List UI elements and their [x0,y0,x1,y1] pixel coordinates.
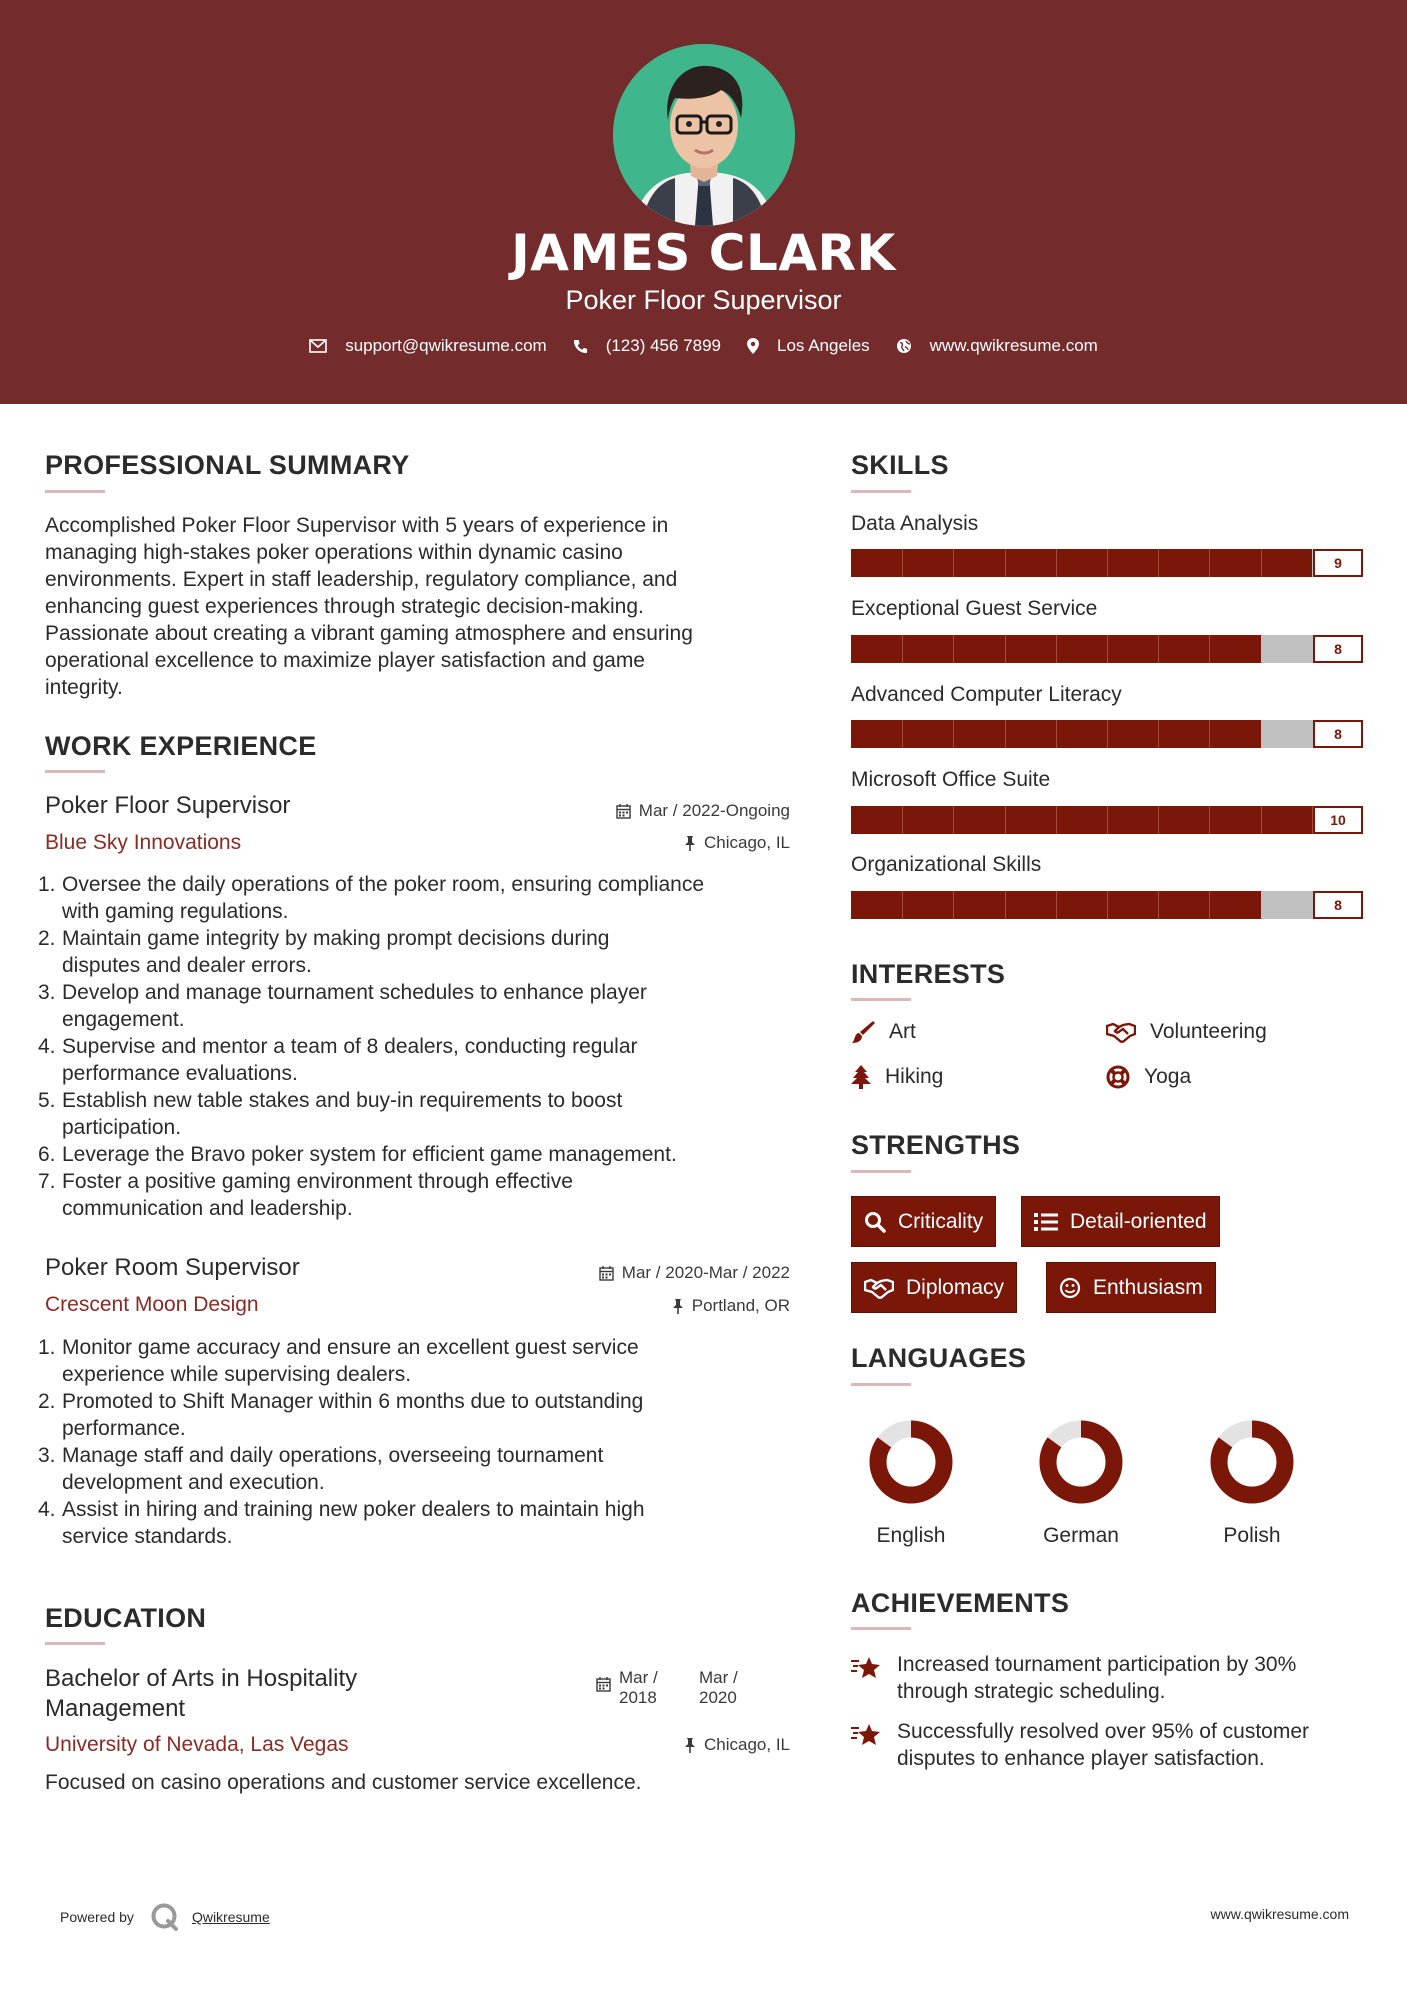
summary-underline [45,490,105,493]
strength-chip [851,1262,1017,1313]
lifering-icon [1106,1065,1130,1089]
achievement-line: disputes to enhance player satisfaction. [897,1747,1265,1770]
achievement-item [851,1651,1296,1705]
duty-line: experience while supervising dealers. [62,1363,412,1386]
job-location-text: Portland, OR [691,1296,790,1315]
list-icon [1034,1212,1058,1232]
education-underline [45,1642,105,1645]
duty-line: Leverage the Bravo poker system for efficient game management. [62,1143,677,1166]
duty-line: performance evaluations. [62,1062,298,1085]
list-item [38,979,808,1033]
skill-bar-segment [1158,720,1159,748]
skill-bar-segment [1056,549,1057,577]
list-item [38,1033,808,1087]
skill-bar-segment [953,806,954,834]
duty-line: Manage staff and daily operations, overseeing tournament [62,1444,604,1467]
avatar-photo [613,44,795,226]
phone-icon [573,339,588,354]
skill-bar-segment [902,891,903,919]
skill-level-box: 10 [1313,806,1363,834]
summary-line: environments. Expert in staff leadership, regulatory compliance, and [45,568,678,591]
strength-label: Criticality [898,1209,984,1233]
language-label: English [876,1524,946,1547]
tree-icon [851,1065,871,1089]
education-end-year: 2020 [699,1688,737,1707]
achievements-underline [851,1627,911,1630]
list-number: 7. [38,1170,56,1193]
skill-bar-segment [1107,635,1108,663]
strength-chip [1046,1262,1216,1313]
calendar-icon [596,1677,611,1692]
degree-line: Management [45,1695,186,1722]
interest-item [851,1020,916,1044]
header [0,0,1407,404]
skill-bar-fill [851,549,1312,577]
skill-bar-segment [1056,720,1057,748]
map-pin-icon [747,338,759,354]
interest-label: Art [889,1020,916,1043]
list-number: 1. [38,1336,56,1359]
list-number: 2. [38,1390,56,1413]
skill-level-box: 8 [1313,635,1363,663]
school-name: University of Nevada, Las Vegas [45,1733,349,1756]
duty-line: Oversee the daily operations of the poker room, ensuring compliance [62,873,705,896]
interest-item [1106,1020,1267,1044]
duty-line: engagement. [62,1008,185,1031]
education-start-year: 2018 [619,1688,657,1707]
achievement-text [897,1651,1296,1705]
language-donut [1208,1418,1296,1506]
duty-line: disputes and dealer errors. [62,954,312,977]
strength-label: Detail-oriented [1070,1209,1207,1233]
footer-website[interactable]: www.qwikresume.com [1210,1906,1349,1922]
skill-bar [851,635,1363,663]
duty-line: Maintain game integrity by making prompt decisions during [62,927,610,950]
language-label: Polish [1223,1524,1281,1547]
list-item [38,1168,808,1222]
calendar-icon [599,1266,614,1281]
education-end [699,1668,738,1708]
list-item [38,1496,808,1550]
job-dates-text: Mar / 2022-Ongoing [638,801,790,820]
company-name: Crescent Moon Design [45,1293,259,1316]
list-number: 1. [38,873,56,896]
candidate-role: Poker Floor Supervisor [565,285,842,315]
skill-bar-segment [1209,806,1210,834]
star-award-icon [851,1722,883,1746]
skill-bar-segment [1005,806,1006,834]
skill-bar [851,549,1363,577]
list-number: 6. [38,1143,56,1166]
summary-line: Accomplished Poker Floor Supervisor with 5 years of experience in [45,514,669,537]
duty-line: Develop and manage tournament schedules to enhance player [62,981,647,1004]
summary-line: Passionate about creating a vibrant gaming atmosphere and ensuring [45,622,693,645]
job-title: Poker Room Supervisor [45,1254,300,1281]
skill-name: Microsoft Office Suite [851,768,1051,791]
skills-underline [851,490,911,493]
skill-bar-segment [902,806,903,834]
skill-bar-segment [1056,891,1057,919]
summary-line: integrity. [45,676,123,699]
duty-line: Foster a positive gaming environment through effective [62,1170,573,1193]
list-number: 3. [38,1444,56,1467]
skill-bar-segment [1107,806,1108,834]
job-dates [616,801,790,821]
skill-bar-segment [902,549,903,577]
duty-line: communication and leadership. [62,1197,353,1220]
degree-title [45,1664,357,1724]
interest-item [1106,1065,1191,1089]
duty-line: development and execution. [62,1471,325,1494]
interest-label: Hiking [885,1065,944,1088]
skill-bar-segment [1107,720,1108,748]
education-start-month: Mar / [619,1668,658,1687]
contact-website[interactable] [896,336,1098,356]
education-location [684,1735,790,1755]
skill-bar-segment [902,720,903,748]
summary-title: PROFESSIONAL SUMMARY [45,450,410,480]
duty-line: participation. [62,1116,182,1139]
achievement-line: Increased tournament participation by 30% [897,1653,1297,1676]
interest-label: Volunteering [1150,1020,1267,1043]
list-item [38,1334,808,1388]
pin-icon [672,1299,684,1314]
skill-bar-segment [1209,549,1210,577]
contact-phone[interactable] [573,336,721,356]
contact-phone-text: (123) 456 7899 [605,336,722,355]
skill-bar-segment [1209,891,1210,919]
skills-title: SKILLS [851,450,949,480]
duty-line: Supervise and mentor a team of 8 dealers, conducting regular [62,1035,638,1058]
summary-line: enhancing guest experiences through strategic decision-making. [45,595,644,618]
skill-level-box: 8 [1313,720,1363,748]
skill-bar [851,720,1363,748]
skill-bar-segment [1005,891,1006,919]
skill-bar [851,891,1363,919]
list-number: 4. [38,1035,56,1058]
list-number: 2. [38,927,56,950]
star-award-icon [851,1655,883,1679]
interests-underline [851,998,911,1001]
skill-bar [851,806,1363,834]
list-number: 4. [38,1498,56,1521]
contact-location-text: Los Angeles [777,336,870,355]
languages-underline [851,1383,911,1386]
skill-level-box: 9 [1313,549,1363,577]
degree-line: Bachelor of Arts in Hospitality [45,1665,358,1692]
skill-bar-segment [953,635,954,663]
list-item [38,1388,808,1442]
interests-title: INTERESTS [851,959,1006,989]
strength-label: Diplomacy [906,1275,1005,1299]
language-donut [1037,1418,1125,1506]
avatar [613,44,795,226]
skill-bar-segment [902,635,903,663]
skill-bar-segment [1005,549,1006,577]
list-item [38,1442,808,1496]
languages-title: LANGUAGES [851,1343,1027,1373]
skill-bar-segment [1056,635,1057,663]
contact-bar [0,336,1407,356]
duty-line: Monitor game accuracy and ensure an excellent guest service [62,1336,639,1359]
skill-bar-segment [1107,549,1108,577]
strengths-underline [851,1170,911,1173]
skill-level-box: 8 [1313,891,1363,919]
job-dates-text: Mar / 2020-Mar / 2022 [621,1263,790,1282]
calendar-icon [616,804,631,819]
duty-line: Promoted to Shift Manager within 6 months due to outstanding [62,1390,644,1413]
duty-line: performance. [62,1417,186,1440]
skill-name: Exceptional Guest Service [851,597,1098,620]
duty-line: with gaming regulations. [62,900,289,923]
achievement-text [897,1718,1309,1772]
skill-bar-segment [953,720,954,748]
skill-bar-segment [1261,806,1262,834]
education-description: Focused on casino operations and customer service excellence. [45,1771,642,1794]
summary-line: managing high-stakes poker operations within dynamic casino [45,541,623,564]
pin-icon [684,1738,696,1753]
job-title: Poker Floor Supervisor [45,792,291,819]
handshake-icon [1106,1021,1136,1043]
achievement-line: through strategic scheduling. [897,1680,1166,1703]
education-start [619,1668,699,1708]
interest-label: Yoga [1144,1065,1192,1088]
candidate-name: JAMES CLARK [511,224,896,282]
job-location [684,833,790,853]
language-label: German [1043,1524,1119,1547]
language-donut [867,1418,955,1506]
achievements-title: ACHIEVEMENTS [851,1588,1070,1618]
contact-email[interactable] [309,336,547,356]
job-duties [38,1334,808,1550]
skill-bar-segment [1209,635,1210,663]
education-title: EDUCATION [45,1603,207,1633]
list-item [38,1141,808,1168]
skill-name: Data Analysis [851,512,979,535]
search-icon [864,1211,886,1233]
footer-powered [60,1902,270,1932]
list-item [38,871,808,925]
skill-bar-segment [1005,720,1006,748]
list-number: 3. [38,981,56,1004]
job-dates [599,1263,790,1283]
qwikresume-link[interactable]: Qwikresume [191,1909,270,1925]
skill-name: Advanced Computer Literacy [851,683,1122,706]
list-item [38,925,808,979]
powered-by-text: Powered by [60,1909,134,1925]
skill-name: Organizational Skills [851,853,1042,876]
company-name: Blue Sky Innovations [45,831,242,854]
skill-bar-segment [953,891,954,919]
skill-bar-segment [1056,806,1057,834]
strength-chip [1021,1196,1220,1247]
pin-icon [684,836,696,851]
experience-underline [45,770,105,773]
skill-bar-segment [1209,720,1210,748]
interest-item [851,1065,943,1089]
skill-bar-segment [1005,635,1006,663]
skill-bar-segment [1158,891,1159,919]
qwikresume-logo-icon [150,1902,180,1932]
smile-icon [1059,1277,1081,1299]
summary-text [45,512,805,701]
skill-bar-segment [953,549,954,577]
education-end-month: Mar / [699,1668,738,1687]
list-number: 5. [38,1089,56,1112]
skill-bar-segment [1158,635,1159,663]
job-location-text: Chicago, IL [704,833,790,852]
handshake-icon [864,1277,894,1299]
contact-website-text: www.qwikresume.com [929,336,1098,355]
duty-line: service standards. [62,1525,233,1548]
achievement-line: Successfully resolved over 95% of customer [897,1720,1310,1743]
contact-location [747,336,870,356]
strength-chip [851,1196,996,1247]
strength-label: Enthusiasm [1093,1275,1203,1299]
brush-icon [851,1020,875,1044]
achievement-item [851,1718,1309,1772]
globe-icon [896,338,912,354]
strengths-title: STRENGTHS [851,1130,1021,1160]
skill-bar-segment [1158,806,1159,834]
job-duties [38,871,808,1222]
education-location-text: Chicago, IL [704,1735,790,1754]
envelope-icon [309,339,327,353]
list-item [38,1087,808,1141]
skill-bar-segment [1107,891,1108,919]
duty-line: Assist in hiring and training new poker dealers to maintain high [62,1498,645,1521]
skill-bar-segment [1261,549,1262,577]
experience-title: WORK EXPERIENCE [45,731,317,761]
job-location [672,1296,790,1316]
education-dates [596,1668,738,1708]
duty-line: Establish new table stakes and buy-in requirements to boost [62,1089,623,1112]
skill-bar-segment [1158,549,1159,577]
contact-email-text: support@qwikresume.com [345,336,547,355]
summary-line: operational excellence to maximize player satisfaction and game [45,649,645,672]
